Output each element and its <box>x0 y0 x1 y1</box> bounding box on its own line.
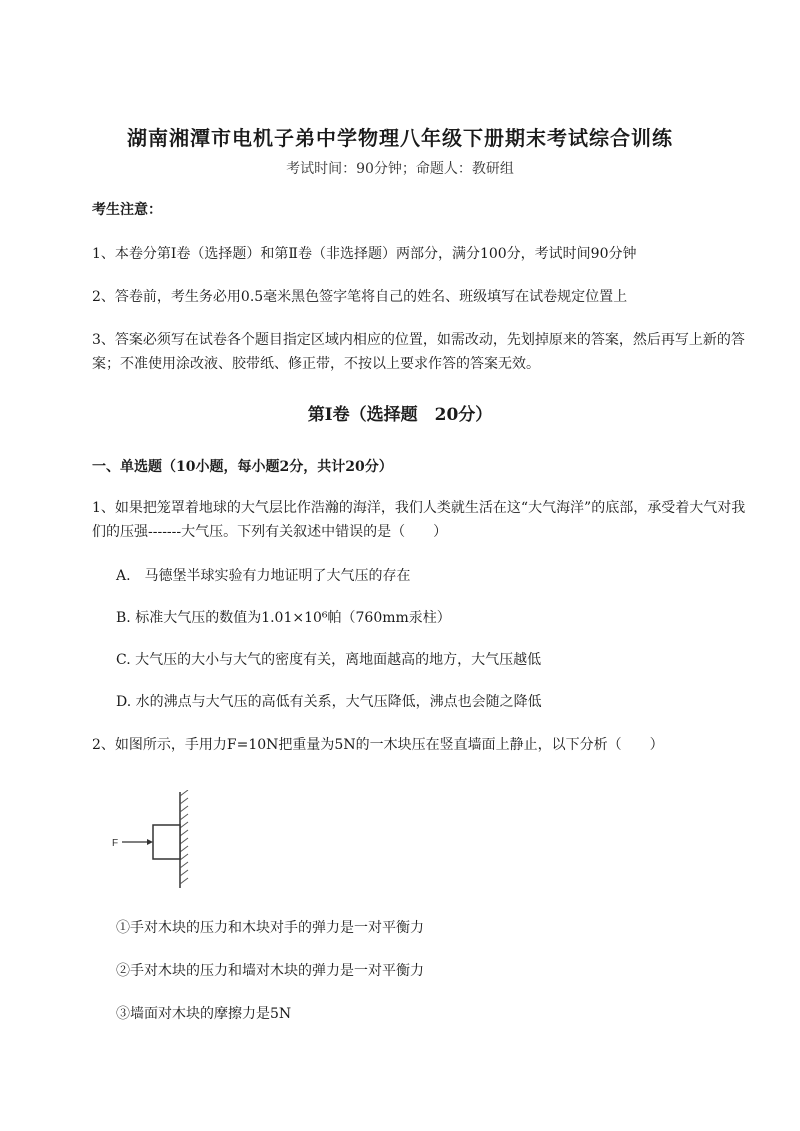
question-2-statement-2: ②手对木块的压力和墙对木块的弹力是一对平衡力 <box>116 963 424 979</box>
question-2-statement-3: ③墙面对木块的摩擦力是5N <box>116 1006 292 1022</box>
page-title: 湖南湘潭市电机子弟中学物理八年级下册期末考试综合训练 <box>127 126 673 150</box>
question-2-stem: 2、如图所示，手用力F=10N把重量为5N的一木块压在竖直墙面上静止，以下分析（ ） <box>92 737 664 753</box>
question-2-statement-1: ①手对木块的压力和木块对手的弹力是一对平衡力 <box>116 920 424 936</box>
wall-hatching <box>180 790 188 884</box>
exam-info: 考试时间：90分钟；命题人：教研组 <box>286 161 514 177</box>
question-1-stem: 1、如果把笼罩着地球的大气层比作浩瀚的海洋，我们人类就生活在这“大气海洋”的底部，承受着大气对我们的压强-------大气压。下列有关叙述中错误的是（ ） <box>92 500 746 540</box>
section-title: 第I卷（选择题 20分） <box>307 405 493 425</box>
force-label: F <box>112 838 119 849</box>
question-1-option-c[interactable]: C. 大气压的大小与大气的密度有关，离地面越高的地方，大气压越低 <box>116 652 542 668</box>
notice-item-3: 3、答案必须写在试卷各个题目指定区域内相应的位置，如需改动，先划掉原来的答案，然后再写上新的答案；不准使用涂改液、胶带纸、修正带，不按以上要求作答的答案无效。 <box>92 332 745 372</box>
question-1-option-a[interactable]: A. 马德堡半球实验有力地证明了大气压的存在 <box>116 568 411 584</box>
question-1-option-b[interactable]: B. 标准大气压的数值为1.01×10⁶帕（760mm汞柱） <box>116 610 451 626</box>
notice-item-2: 2、答卷前，考生务必用0.5毫米黑色签字笔将自己的姓名、班级填写在试卷规定位置上 <box>92 289 628 305</box>
wood-block <box>153 825 180 859</box>
notice-item-1: 1、本卷分第I卷（选择题）和第Ⅱ卷（非选择题）两部分，满分100分，考试时间90分钟 <box>92 246 637 262</box>
force-diagram <box>110 790 200 890</box>
force-arrowhead <box>147 839 153 845</box>
question-1-option-d[interactable]: D. 水的沸点与大气压的高低有关系，大气压降低，沸点也会随之降低 <box>116 694 542 710</box>
notice-heading: 考生注意： <box>92 202 162 218</box>
part-heading: 一、单选题（10小题，每小题2分，共计20分） <box>92 459 393 475</box>
